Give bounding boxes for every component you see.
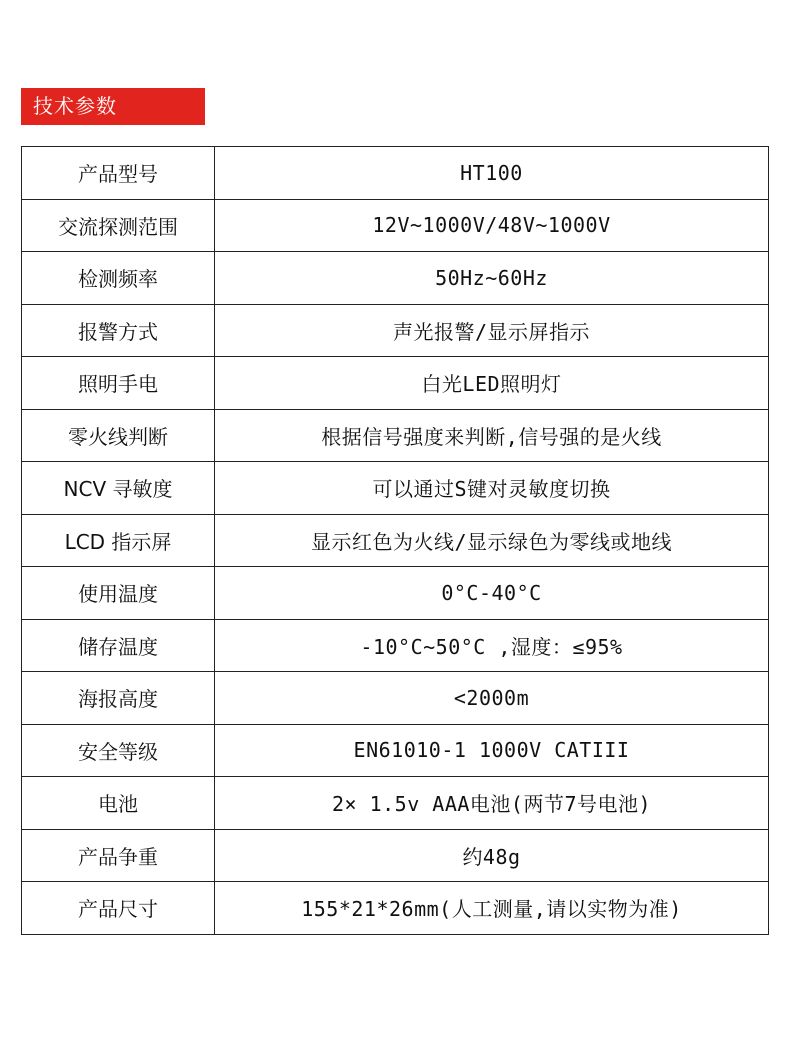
table-row: [22, 829, 769, 882]
spec-value: 可以通过S键对灵敏度切换: [215, 462, 769, 515]
spec-label: 报警方式: [22, 304, 215, 357]
table-row: [22, 672, 769, 725]
table-row: [22, 199, 769, 252]
spec-label: 照明手电: [22, 357, 215, 410]
spec-label: 储存温度: [22, 619, 215, 672]
spec-label: 检测频率: [22, 252, 215, 305]
spec-label: 产品尺寸: [22, 882, 215, 935]
spec-value: <2000m: [215, 672, 769, 725]
spec-label: 使用温度: [22, 567, 215, 620]
spec-value: -10°C~50°C ,湿度：≤95%: [215, 619, 769, 672]
spec-value: 显示红色为火线/显示绿色为零线或地线: [215, 514, 769, 567]
spec-label: 海报高度: [22, 672, 215, 725]
table-row: [22, 567, 769, 620]
table-row: [22, 357, 769, 410]
spec-value: HT100: [215, 147, 769, 200]
spec-table: [21, 146, 769, 935]
table-row: [22, 252, 769, 305]
spec-label: 产品型号: [22, 147, 215, 200]
spec-value: 根据信号强度来判断,信号强的是火线: [215, 409, 769, 462]
spec-value: 50Hz~60Hz: [215, 252, 769, 305]
spec-value: 约48g: [215, 829, 769, 882]
spec-label: 安全等级: [22, 724, 215, 777]
spec-label: LCD 指示屏: [22, 514, 215, 567]
spec-value: 12V~1000V/48V~1000V: [215, 199, 769, 252]
section-title-banner: 技术参数: [21, 88, 205, 125]
spec-label: 产品争重: [22, 829, 215, 882]
table-row: [22, 882, 769, 935]
table-row: [22, 514, 769, 567]
spec-label: 电池: [22, 777, 215, 830]
spec-value: 声光报警/显示屏指示: [215, 304, 769, 357]
spec-label: 零火线判断: [22, 409, 215, 462]
spec-label: NCV 寻敏度: [22, 462, 215, 515]
table-row: [22, 147, 769, 200]
spec-value: 白光LED照明灯: [215, 357, 769, 410]
table-row: [22, 777, 769, 830]
table-row: [22, 409, 769, 462]
table-row: [22, 462, 769, 515]
spec-value: 155*21*26mm(人工测量,请以实物为准): [215, 882, 769, 935]
spec-value: 2× 1.5v AAA电池(两节7号电池): [215, 777, 769, 830]
table-row: [22, 724, 769, 777]
spec-label: 交流探测范围: [22, 199, 215, 252]
table-row: [22, 304, 769, 357]
spec-value: EN61010-1 1000V CATIII: [215, 724, 769, 777]
spec-value: 0°C-40°C: [215, 567, 769, 620]
table-row: [22, 619, 769, 672]
